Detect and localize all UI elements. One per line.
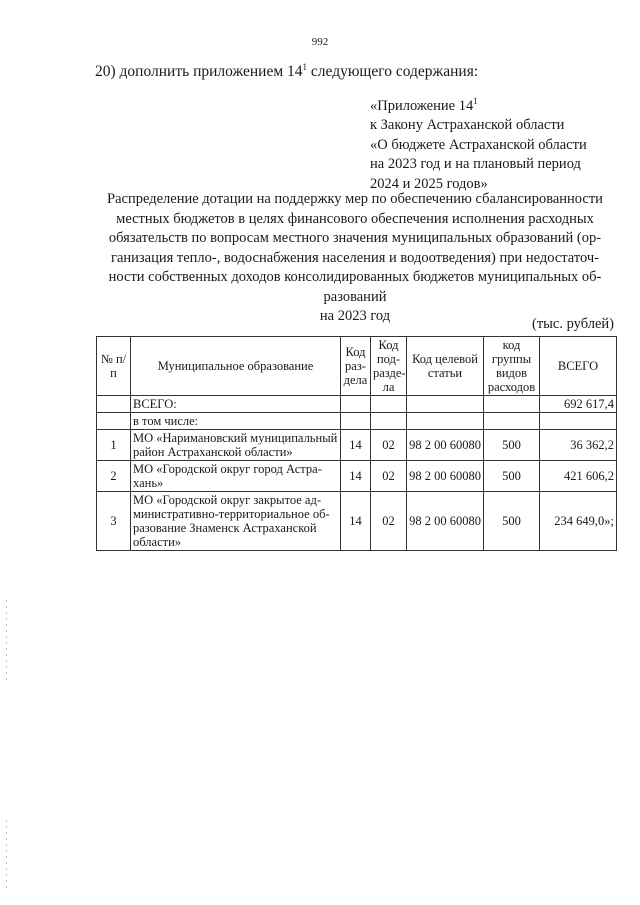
row-num: 1 — [97, 430, 131, 461]
heading-line: обязательств по вопросам местного значения муниципальных образований (ор- — [108, 230, 602, 246]
header-expense-group: код группы видов расходов — [484, 337, 540, 396]
units-label: (тыс. рублей) — [532, 316, 614, 332]
row-total: 36 362,2 — [540, 430, 617, 461]
heading-line: местных бюджетов в целях финансового обеспечения исполнения расходных — [116, 210, 594, 227]
header-subsection-code: Код под-разде-ла — [371, 337, 407, 396]
heading-line: разований — [323, 288, 387, 305]
row-subsection: 02 — [371, 461, 407, 492]
scan-margin-mark — [6, 820, 7, 890]
row-municipality: МО «Наримановский муниципальный район Астраханской области» — [131, 430, 341, 461]
heading-line: ганизация тепло-, водоснабжения населения и водоотведения) при недостаточ- — [111, 249, 599, 266]
row-total: 421 606,2 — [540, 461, 617, 492]
appendix-line-1: «Приложение $14^1$ — [370, 96, 478, 114]
heading-line: Распределение дотации на поддержку мер по обеспечению сбалансированности — [107, 191, 603, 207]
row-group: 500 — [484, 492, 540, 551]
row-num: 3 — [97, 492, 131, 551]
row-subsection: 02 — [371, 492, 407, 551]
item-text: дополнить приложением $14^1$ следующего содержания: — [119, 62, 479, 81]
header-section-code: Код раз-дела — [341, 337, 371, 396]
row-section: 14 — [341, 461, 371, 492]
header-num: № п/п — [97, 337, 131, 396]
row-group: 500 — [484, 430, 540, 461]
scan-margin-mark — [6, 600, 7, 680]
row-target: 98 2 00 60080 — [407, 492, 484, 551]
appendix-header — [370, 92, 587, 194]
row-num: 2 — [97, 461, 131, 492]
amendment-item — [95, 62, 478, 81]
header-total: ВСЕГО — [540, 337, 617, 396]
appendix-line-5: 2024 и 2025 годов» — [370, 175, 488, 192]
row-total: 234 649,0»; — [540, 492, 617, 551]
table-row — [97, 430, 617, 461]
row-target: 98 2 00 60080 — [407, 430, 484, 461]
total-label: ВСЕГО: — [131, 396, 341, 413]
row-group: 500 — [484, 461, 540, 492]
row-subsection: 02 — [371, 430, 407, 461]
including-row — [97, 413, 617, 430]
row-section: 14 — [341, 430, 371, 461]
appendix-line-4: на 2023 год и на плановый период — [370, 156, 581, 173]
heading-line: ности собственных доходов консолидированных бюджетов муниципальных об- — [108, 269, 602, 285]
table-row — [97, 461, 617, 492]
header-municipality: Муниципальное образование — [131, 337, 341, 396]
row-municipality: МО «Городской округ закрытое ад-министративно-территориальное об-разование Знаменск Астраханской области» — [131, 492, 341, 551]
row-section: 14 — [341, 492, 371, 551]
heading-line: на 2023 год — [319, 308, 391, 324]
row-target: 98 2 00 60080 — [407, 461, 484, 492]
row-municipality: МО «Городской округ город Астра-хань» — [131, 461, 341, 492]
appendix-line-2: к Закону Астраханской области — [370, 117, 565, 134]
appendix-line-3: «О бюджете Астраханской области — [370, 136, 587, 153]
total-row — [97, 396, 617, 413]
page-number: 992 — [311, 36, 329, 48]
table-row — [97, 492, 617, 551]
total-value: 692 617,4 — [540, 396, 617, 413]
table-header-row — [97, 337, 617, 396]
document-heading — [90, 190, 620, 327]
header-target-code: Код целевой статьи — [407, 337, 484, 396]
including-label: в том числе: — [131, 413, 341, 430]
item-number: 20) — [95, 63, 116, 81]
distribution-table — [96, 336, 617, 551]
